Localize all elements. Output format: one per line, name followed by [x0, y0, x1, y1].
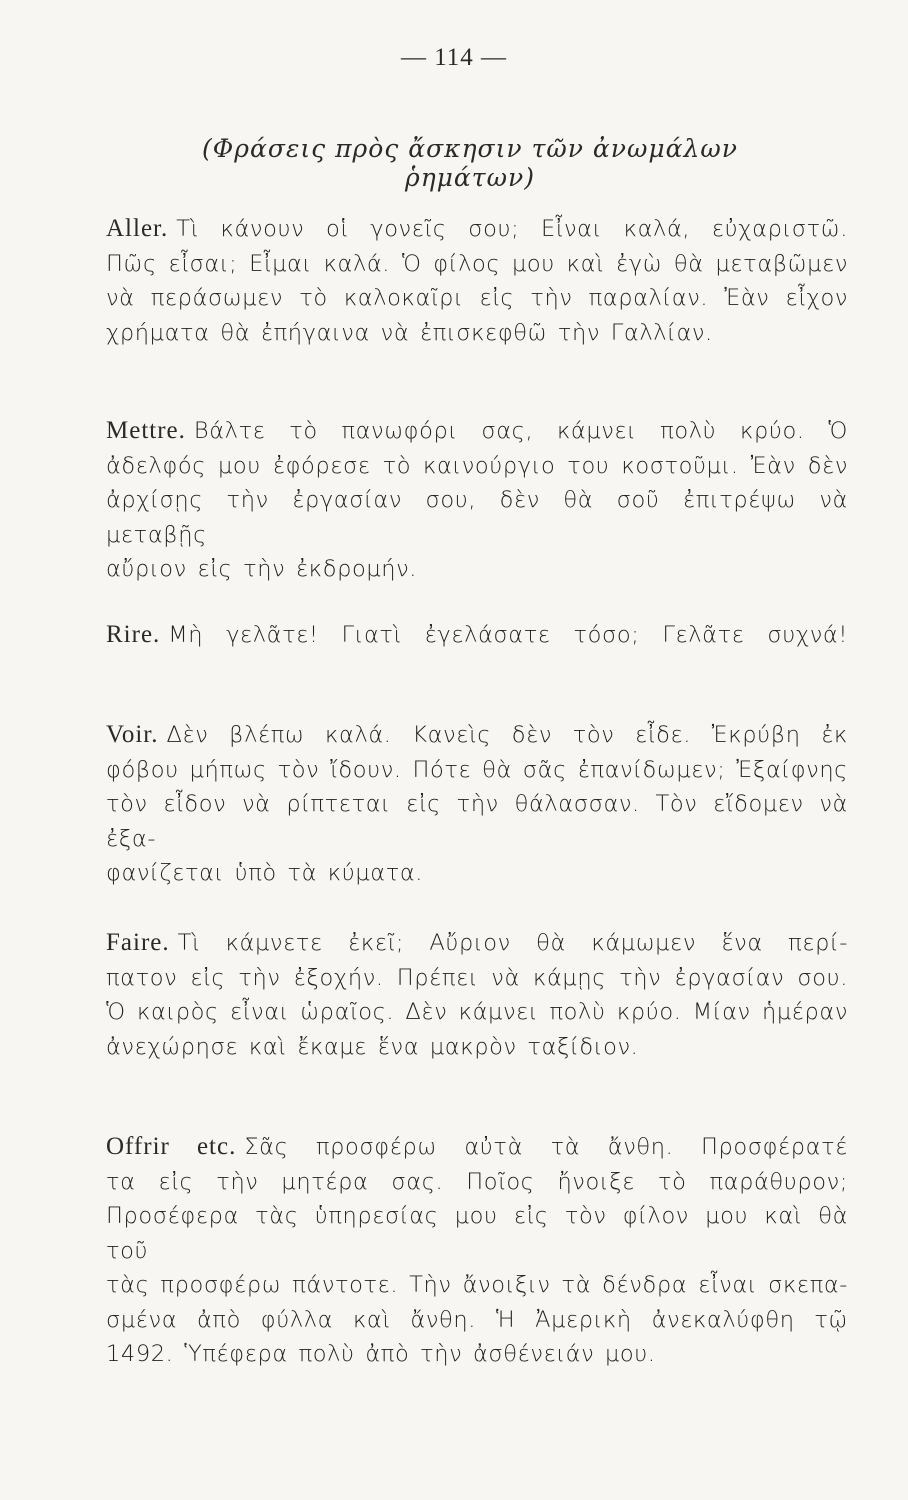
verb-key: Faire. [106, 929, 170, 956]
verb-key: Rire. [106, 621, 161, 648]
page-number: — 114 — [400, 44, 508, 71]
text-line: τὸν εἶδον νὰ ρίπτεται εἰς τὴν θάλασσαν. Τὸν εἴδομεν νὰ ἐξα- [106, 791, 848, 852]
text-line: 1492. Ὑπέφερα πολὺ ἀπὸ τὴν ἀσθένειάν μου. [106, 1341, 656, 1367]
text-line [106, 414, 848, 449]
verb-key: Aller. [106, 215, 169, 242]
text-line: ἀδελφός μου ἐφόρεσε τὸ καινούργιο του κοστοῦμι. Ἐὰν δὲν [106, 452, 848, 479]
text-line: Ὁ καιρὸς εἶναι ὡραῖος. Δὲν κάμνει πολὺ κρύο. Μίαν ἡμέραν [106, 999, 848, 1025]
line-text: Δὲν βλέπω καλά. Κανεὶς δὲν τὸν εἶδε. Ἐκρύβη ἐκ [166, 722, 848, 748]
text-line: σμένα ἀπὸ φύλλα καὶ ἄνθη. Ἡ Ἀμερικὴ ἀνεκαλύφθη τῷ [106, 1306, 848, 1333]
paragraph-rire [106, 618, 848, 653]
text-line: νὰ περάσωμεν τὸ καλοκαῖρι εἰς τὴν παραλίαν. Ἐὰν εἶχον [106, 285, 848, 311]
line-text: Τὶ κάνουν οἱ γονεῖς σου; Εἶναι καλά, εὐχαριστῶ. [176, 216, 848, 242]
verb-key: Voir. [106, 721, 159, 748]
line-text: Βάλτε τὸ πανωφόρι σας, κάμνει πολὺ κρύο. Ὁ [193, 418, 848, 444]
section-heading: (Φράσεις πρὸς ἄσκησιν τῶν ἀνωμάλων ῥημάτων) [202, 134, 738, 192]
text-line: Προσέφερα τὰς ὑπηρεσίας μου εἰς τὸν φίλον μου καὶ θὰ τοῦ [106, 1203, 848, 1264]
text-line: τὰς προσφέρω πάντοτε. Τὴν ἄνοιξιν τὰ δένδρα εἶναι σκεπα- [106, 1272, 848, 1298]
paragraph-mettre [106, 414, 848, 587]
line-text: Μὴ γελᾶτε! Γιατὶ ἐγελάσατε τόσο; Γελᾶτε συχνά! [168, 622, 848, 648]
text-line: πατον εἰς τὴν ἐξοχήν. Πρέπει νὰ κάμῃς τὴν ἐργασίαν σου. [106, 964, 848, 991]
text-line: ἀρχίσῃς τὴν ἐργασίαν σου, δὲν θὰ σοῦ ἐπιτρέψω νὰ μεταβῇς [106, 487, 848, 548]
text-line: φόβου μήπως τὸν ἴδουν. Πότε θὰ σᾶς ἐπανίδωμεν; Ἐξαίφνης [106, 756, 848, 783]
line-text: Σᾶς προσφέρω αὐτὰ τὰ ἄνθη. Προσφέρατέ [244, 1134, 848, 1160]
verb-key: Mettre. [106, 417, 186, 444]
verb-key: Offrir etc. [106, 1133, 237, 1160]
paragraph-aller [106, 212, 848, 350]
text-line: αὔριον εἰς τὴν ἐκδρομήν. [106, 556, 418, 582]
paragraph-voir [106, 718, 848, 891]
text-line [106, 618, 848, 653]
text-line: φανίζεται ὑπὸ τὰ κύματα. [106, 860, 424, 886]
paragraph-offrir [106, 1130, 848, 1372]
text-line [106, 1130, 848, 1165]
text-line: χρήματα θὰ ἐπήγαινα νὰ ἐπισκεφθῶ τὴν Γαλλίαν. [106, 319, 713, 346]
text-line: Πῶς εἶσαι; Εἶμαι καλά. Ὁ φίλος μου καὶ ἐγὼ θὰ μεταβῶμεν [106, 250, 848, 277]
text-line: ἀνεχώρησε καὶ ἔκαμε ἕνα μακρὸν ταξίδιον. [106, 1033, 639, 1060]
line-text: Τὶ κάμνετε ἐκεῖ; Αὔριον θὰ κάμωμεν ἕνα περί- [177, 930, 848, 956]
text-line [106, 718, 848, 753]
text-line: τα εἰς τὴν μητέρα σας. Ποῖος ἤνοιξε τὸ παράθυρον; [106, 1168, 848, 1195]
paragraph-faire [106, 926, 848, 1064]
text-line [106, 212, 848, 247]
text-line [106, 926, 848, 961]
